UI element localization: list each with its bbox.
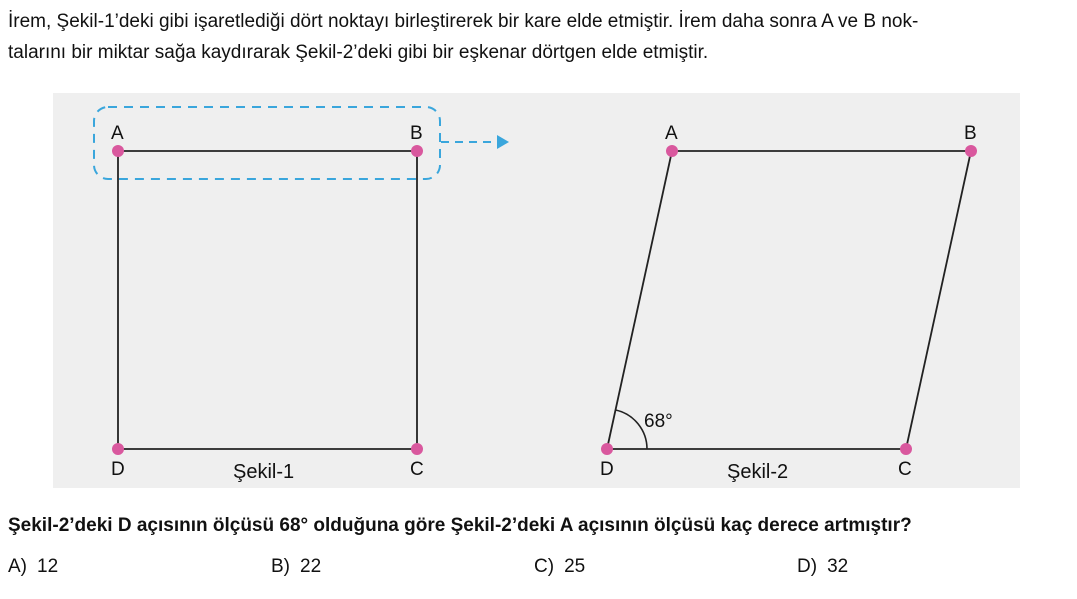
- option-a-letter: A): [8, 556, 27, 577]
- point-c-1: [411, 443, 423, 455]
- option-b-value: 22: [300, 556, 322, 577]
- figure-2: [600, 123, 977, 483]
- answer-options: [0, 556, 1077, 586]
- figure-1: [94, 107, 509, 483]
- option-d-letter: D): [797, 556, 818, 577]
- intro-line-2: talarını bir miktar sağa kaydırarak Şekil-2’deki gibi bir eşkenar dörtgen elde etmiştir.: [8, 42, 709, 63]
- point-c-2: [900, 443, 912, 455]
- point-b-1: [411, 145, 423, 157]
- label-b-2: B: [964, 123, 977, 144]
- side-bc-2: [906, 151, 971, 449]
- option-c-letter: C): [534, 556, 555, 577]
- label-c-1: C: [410, 459, 424, 480]
- label-a-2: A: [665, 123, 678, 144]
- caption-figure-1: Şekil-1: [233, 461, 295, 483]
- label-c-2: C: [898, 459, 912, 480]
- option-b[interactable]: [271, 556, 321, 578]
- option-c[interactable]: [534, 556, 585, 578]
- point-b-2: [965, 145, 977, 157]
- option-d[interactable]: [797, 556, 848, 578]
- label-d-2: D: [600, 459, 614, 480]
- label-d-1: D: [111, 459, 125, 480]
- option-b-letter: B): [271, 556, 290, 577]
- angle-d-arc: [616, 410, 647, 449]
- option-a[interactable]: [8, 556, 58, 578]
- option-a-value: 12: [37, 556, 59, 577]
- point-d-1: [112, 443, 124, 455]
- option-d-value: 32: [827, 556, 849, 577]
- selection-dashed-box: [94, 107, 440, 179]
- intro-line-1: İrem, Şekil-1’deki gibi işaretlediği dört noktayı birleştirerek bir kare elde etmiştir. İrem daha sonra A ve B nok-: [8, 11, 919, 32]
- caption-figure-2: Şekil-2: [727, 461, 789, 483]
- label-b-1: B: [410, 123, 423, 144]
- shift-arrow-head-icon: [497, 135, 509, 149]
- angle-d-label: 68°: [644, 411, 673, 432]
- label-a-1: A: [111, 123, 124, 144]
- point-a-2: [666, 145, 678, 157]
- option-c-value: 25: [564, 556, 586, 577]
- point-d-2: [601, 443, 613, 455]
- point-a-1: [112, 145, 124, 157]
- side-da-2: [607, 151, 672, 449]
- question-text: Şekil-2’deki D açısının ölçüsü 68° olduğuna göre Şekil-2’deki A açısının ölçüsü kaç derece artmıştır?: [8, 515, 912, 536]
